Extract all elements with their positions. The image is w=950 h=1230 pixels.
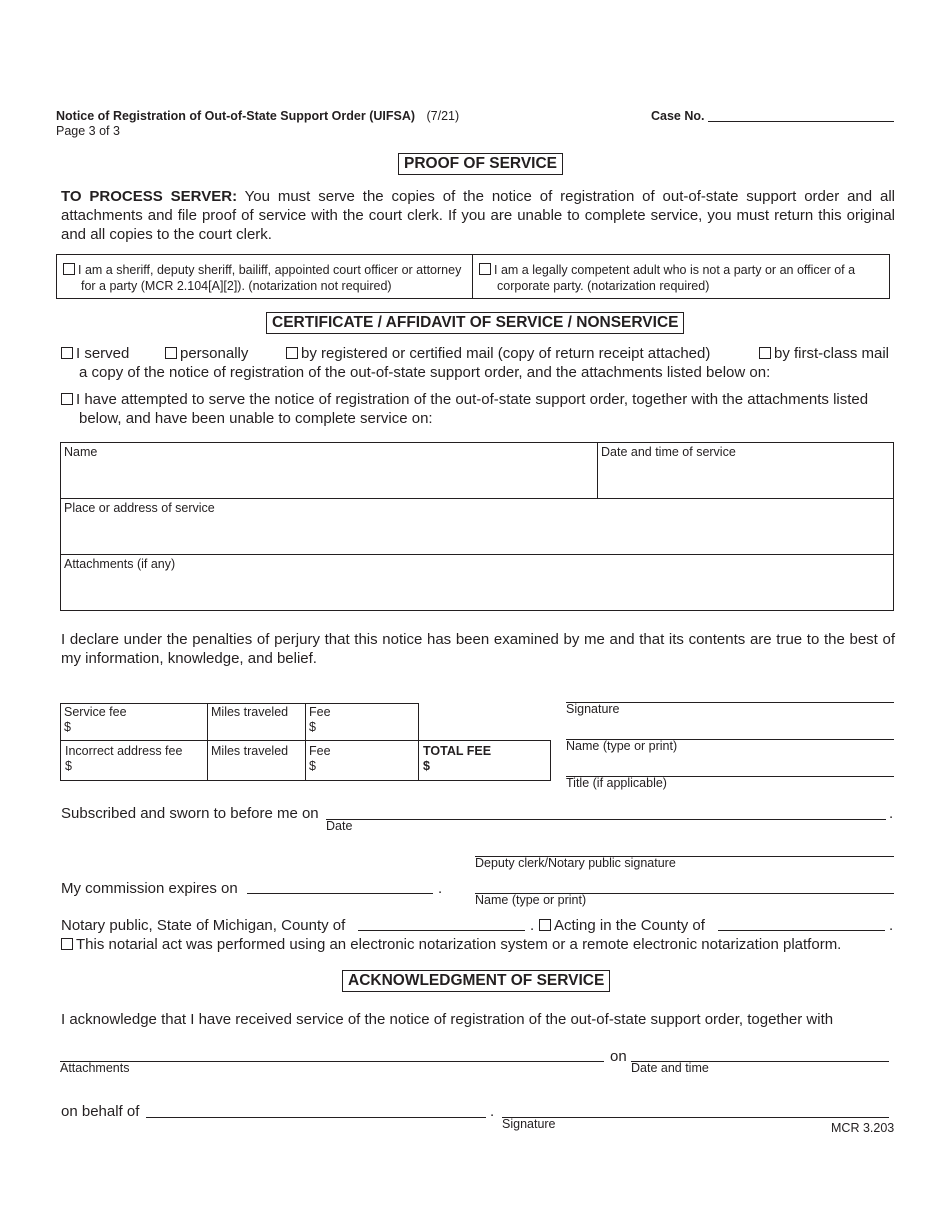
server-name-label: Name (type or print): [566, 739, 678, 753]
ack-behalf-line[interactable]: [146, 1117, 486, 1118]
miles-1-label: Miles traveled: [211, 705, 289, 719]
commission-label: My commission expires on: [61, 880, 238, 897]
personally-checkbox[interactable]: [165, 347, 177, 359]
acknowledgment-title: ACKNOWLEDGMENT OF SERVICE: [342, 970, 610, 992]
fee-row-2: [60, 740, 551, 781]
case-no-label: Case No.: [651, 109, 705, 123]
notary-county-label: Notary public, State of Michigan, County of: [61, 917, 346, 934]
service-fee-label: Service fee: [64, 705, 127, 719]
acting-county-line[interactable]: [718, 930, 885, 931]
notary-county-period: .: [530, 917, 535, 934]
incorrect-fee-field[interactable]: [65, 744, 182, 774]
nonservice-line1: I have attempted to serve the notice of registration of the out-of-state support order, together with the attachments listed: [76, 391, 869, 408]
ack-behalf-period: .: [490, 1103, 495, 1120]
acting-county-option: [539, 917, 705, 934]
instructions-text: You must serve the copies of the notice of registration of out-of-state support order and all attachments and file proof of service with the court clerk. If you are unable to complete service, you must return this original and all copies to the court clerk.: [61, 188, 895, 243]
incorrect-fee-label: Incorrect address fee: [65, 744, 183, 758]
acting-county-label: Acting in the County of: [554, 917, 705, 934]
fee-row-1: [60, 703, 419, 741]
name-label: Name: [64, 445, 98, 459]
service-fee-field[interactable]: [64, 705, 127, 735]
fee-1-field[interactable]: [309, 705, 331, 735]
form-date: (7/21): [426, 109, 460, 123]
nonservice-option: [61, 391, 868, 408]
mail-label: by registered or certified mail (copy of return receipt attached): [301, 345, 711, 362]
incorrect-fee-dollar: $: [65, 759, 72, 773]
ack-attachments-label: Attachments: [60, 1061, 130, 1075]
certificate-title: CERTIFICATE / AFFIDAVIT OF SERVICE / NONSERVICE: [266, 312, 684, 334]
ack-attachments-line[interactable]: [60, 1061, 604, 1062]
official-checkbox[interactable]: [63, 263, 75, 275]
official-line1: I am a sheriff, deputy sheriff, bailiff, appointed court officer or attorney: [78, 263, 462, 277]
name-cell[interactable]: [61, 443, 598, 499]
process-server-instructions: [61, 187, 895, 244]
subscribed-period: .: [889, 805, 894, 822]
mail-checkbox[interactable]: [286, 347, 298, 359]
subscribed-label: Subscribed and sworn to before me on: [61, 805, 319, 822]
fee-row-2-divider-b: [305, 741, 306, 780]
fee-row-2-divider-c: [418, 741, 419, 780]
fee-1-label: Fee: [309, 705, 331, 719]
service-continuation: a copy of the notice of registration of the out-of-state support order, and the attachments listed below on:: [79, 364, 771, 381]
personally-option: [165, 345, 248, 362]
first-class-option: [759, 345, 889, 362]
miles-2-label: Miles traveled: [211, 744, 289, 758]
miles-1-field[interactable]: [211, 705, 288, 719]
total-fee-field[interactable]: [423, 744, 491, 774]
first-class-label: by first-class mail: [774, 345, 890, 362]
served-label: I served: [76, 345, 130, 362]
acting-county-period: .: [889, 917, 894, 934]
form-title-line: [56, 109, 459, 123]
subscribed-date-line[interactable]: [326, 819, 886, 820]
fee-2-field[interactable]: [309, 744, 331, 774]
fee-2-label: Fee: [309, 744, 331, 758]
mail-option: [286, 345, 710, 362]
fee-row-2-divider-a: [207, 741, 208, 780]
official-line2: for a party (MCR 2.104[A][2]). (notarization not required): [81, 279, 392, 293]
ack-on-label: on: [610, 1048, 627, 1065]
official-option: [63, 262, 461, 294]
served-checkbox[interactable]: [61, 347, 73, 359]
subscribed-date-label: Date: [326, 819, 353, 833]
nonservice-checkbox[interactable]: [61, 393, 73, 405]
total-fee-dollar: $: [423, 759, 430, 773]
adult-checkbox[interactable]: [479, 263, 491, 275]
form-title: Notice of Registration of Out-of-State Support Order (UIFSA): [56, 109, 416, 123]
proof-of-service-title: PROOF OF SERVICE: [398, 153, 563, 175]
fee-2-dollar: $: [309, 759, 316, 773]
adult-line2: corporate party. (notarization required): [497, 279, 710, 293]
miles-2-field[interactable]: [211, 744, 288, 758]
notary-county-line[interactable]: [358, 930, 525, 931]
ack-signature-line[interactable]: [502, 1117, 889, 1118]
date-time-cell[interactable]: [598, 443, 894, 499]
commission-period: .: [438, 880, 443, 897]
acting-county-checkbox[interactable]: [539, 919, 551, 931]
fee-1-dollar: $: [309, 720, 316, 734]
server-type-divider: [472, 255, 473, 298]
ack-behalf-label: on behalf of: [61, 1103, 140, 1120]
instructions-lead: TO PROCESS SERVER:: [61, 188, 238, 205]
server-title-label: Title (if applicable): [566, 776, 667, 790]
first-class-checkbox[interactable]: [759, 347, 771, 359]
total-fee-label: TOTAL FEE: [423, 744, 492, 758]
service-fee-dollar: $: [64, 720, 71, 734]
page-number: Page 3 of 3: [56, 124, 120, 138]
acknowledgment-text: I acknowledge that I have received service of the notice of registration of the out-of-state support order, together with: [61, 1011, 834, 1028]
attachments-label: Attachments (if any): [64, 557, 176, 571]
electronic-notarization-label: This notarial act was performed using an electronic notarization system or a remote electronic notarization platform.: [76, 936, 842, 953]
commission-date-line[interactable]: [247, 893, 433, 894]
fee-row-1-divider-b: [305, 704, 306, 741]
service-details-table: [60, 442, 894, 611]
server-signature-label: Signature: [566, 702, 620, 716]
server-type-box: [56, 254, 890, 299]
court-rule-reference: MCR 3.203: [831, 1121, 895, 1135]
adult-line1: I am a legally competent adult who is not a party or an officer of a: [494, 263, 856, 277]
fee-row-1-divider-a: [207, 704, 208, 741]
electronic-notarization-checkbox[interactable]: [61, 938, 73, 950]
personally-label: personally: [180, 345, 249, 362]
place-cell[interactable]: [61, 499, 894, 555]
perjury-declaration: I declare under the penalties of perjury that this notice has been examined by me and that its contents are true to the best of my information, knowledge, and belief.: [61, 631, 895, 667]
notary-name-label: Name (type or print): [475, 893, 587, 907]
adult-option: [479, 262, 855, 294]
case-no-field[interactable]: [708, 121, 894, 122]
nonservice-line2: below, and have been unable to complete service on:: [79, 410, 433, 427]
place-label: Place or address of service: [64, 501, 215, 515]
served-option: [61, 345, 129, 362]
electronic-notarization-option: [61, 936, 841, 953]
clerk-signature-label: Deputy clerk/Notary public signature: [475, 856, 676, 870]
ack-signature-label: Signature: [502, 1117, 556, 1131]
date-time-label: Date and time of service: [601, 445, 736, 459]
attachments-cell[interactable]: [61, 555, 894, 611]
ack-date-time-label: Date and time: [631, 1061, 709, 1075]
